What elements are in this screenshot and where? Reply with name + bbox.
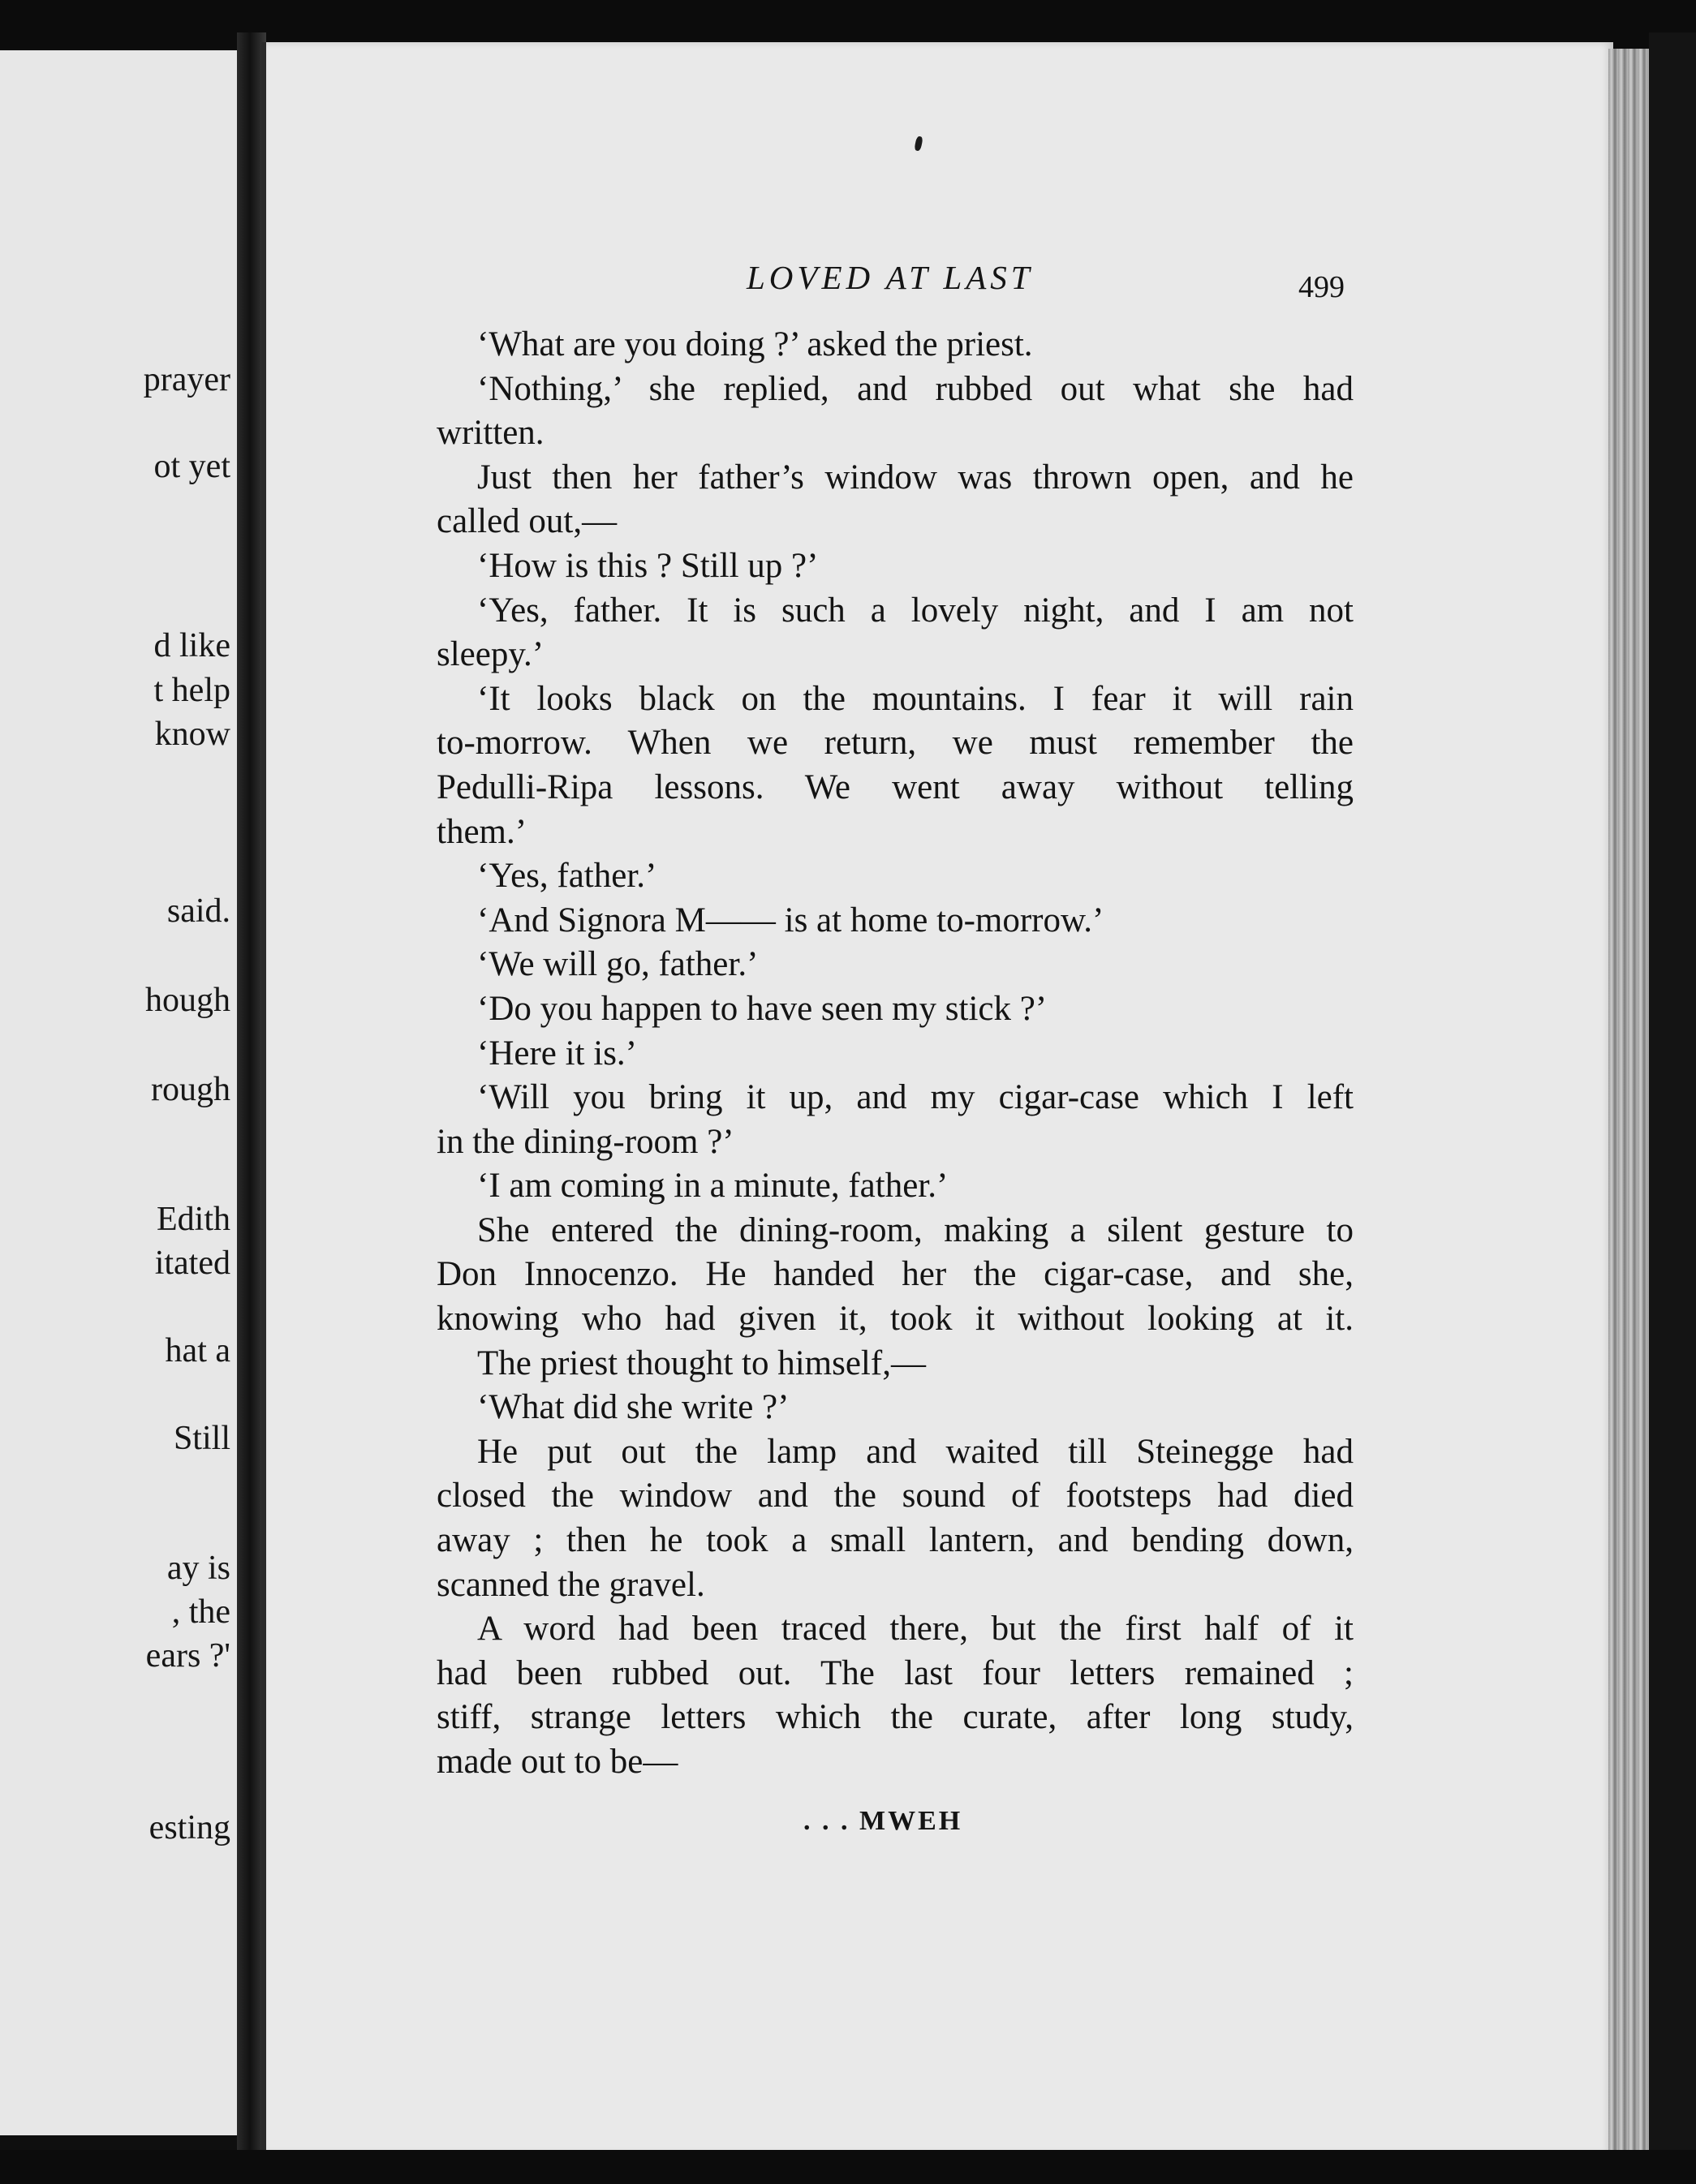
text-line: away ; then he took a small lantern, and bending down, [437, 1521, 1354, 1560]
traced-word: . . . MWEH [803, 1806, 963, 1836]
text-line: sleepy.’ [437, 635, 545, 674]
left-facing-page [0, 50, 237, 2135]
text-line: had been rubbed out. The last four letters remained ; [437, 1653, 1354, 1692]
left-page-fragment: esting [149, 1809, 230, 1847]
text-line: ‘It looks black on the mountains. I fear it will rain [477, 679, 1354, 718]
left-page-fragment: prayer [143, 361, 230, 398]
left-page-fragment: ay is [166, 1550, 230, 1587]
page-number: 499 [1298, 270, 1345, 304]
text-line: ‘I am coming in a minute, father.’ [477, 1167, 949, 1206]
text-line: stiff, strange letters which the curate, after long study, [437, 1698, 1354, 1737]
text-line: Don Innocenzo. He handed her the cigar-case, and she, [437, 1255, 1354, 1294]
text-line: closed the window and the sound of footsteps had died [437, 1477, 1354, 1515]
text-line: them.’ [437, 812, 527, 851]
text-line: ‘And Signora M—— is at home to-morrow.’ [477, 901, 1104, 939]
left-page-fragment: Still [173, 1420, 230, 1457]
page-edges [1608, 49, 1649, 2150]
left-page-fragment: know [154, 716, 230, 753]
text-line: scanned the gravel. [437, 1565, 705, 1604]
left-page-fragment: ears ?' [145, 1637, 230, 1675]
text-line: He put out the lamp and waited till Steinegge had [477, 1432, 1354, 1471]
text-line: ‘Yes, father. It is such a lovely night, and I am not [477, 591, 1354, 630]
running-head: LOVED AT LAST [747, 259, 1034, 296]
left-page-fragment: itated [154, 1245, 230, 1282]
text-line: in the dining-room ?’ [437, 1122, 734, 1161]
text-line: ‘Here it is.’ [477, 1034, 638, 1073]
text-line: She entered the dining-room, making a silent gesture to [477, 1210, 1354, 1249]
text-line: ‘How is this ? Still up ?’ [477, 546, 819, 585]
left-page-fragment: said. [166, 892, 230, 930]
text-line: knowing who had given it, took it without looking at it. [437, 1300, 1354, 1339]
left-page-fragment: , the [171, 1593, 230, 1631]
left-page-fragment: Edith [157, 1201, 230, 1238]
text-line: to-morrow. When we return, we must remember the [437, 724, 1354, 763]
text-line: ‘Nothing,’ she replied, and rubbed out what she had [477, 369, 1354, 408]
text-line: Just then her father’s window was thrown open, and he [477, 458, 1354, 497]
scan-background-bottom [0, 2150, 1696, 2184]
left-page-fragment: ot yet [153, 448, 230, 485]
text-line: A word had been traced there, but the first half of it [477, 1610, 1354, 1649]
scan-background-right [1649, 32, 1696, 2184]
text-line: ‘What did she write ?’ [477, 1388, 790, 1427]
left-page-fragment: d like [153, 627, 230, 664]
left-page-fragment: rough [151, 1071, 230, 1108]
text-line: The priest thought to himself,— [477, 1344, 926, 1382]
left-page-fragment: hat a [165, 1332, 230, 1369]
left-page-fragment: t help [153, 672, 230, 709]
body-text [437, 323, 1354, 1785]
text-line: made out to be— [437, 1743, 678, 1781]
text-line: ‘We will go, father.’ [477, 945, 759, 984]
text-line: ‘Yes, father.’ [477, 857, 657, 896]
text-line: ‘Will you bring it up, and my cigar-case which I left [477, 1078, 1354, 1117]
left-page-fragment: hough [145, 982, 230, 1019]
text-line: written. [437, 414, 545, 453]
text-line: called out,— [437, 502, 618, 541]
text-line: ‘What are you doing ?’ asked the priest. [477, 325, 1033, 363]
text-line: Pedulli-Ripa lessons. We went away without telling [437, 767, 1354, 806]
text-line: ‘Do you happen to have seen my stick ?’ [477, 989, 1048, 1028]
